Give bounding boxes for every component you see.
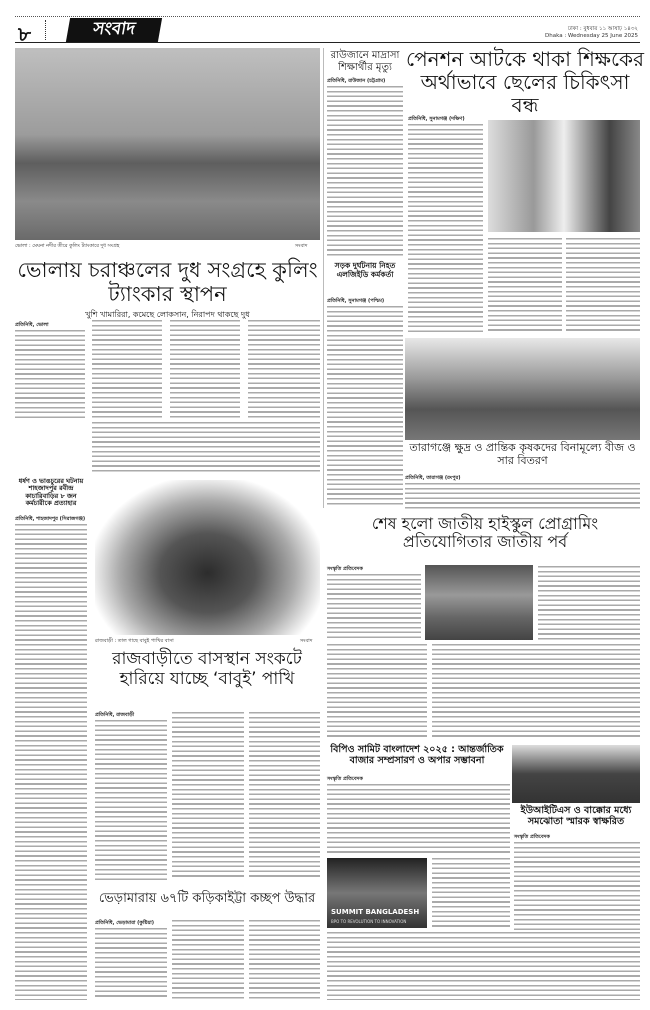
- article-text: [249, 712, 320, 880]
- byline: সংস্কৃতি প্রতিবেদক: [327, 776, 363, 782]
- article-text: [170, 320, 240, 418]
- byline: প্রতিনিধি, রাউজান (চট্টগ্রাম): [327, 78, 386, 84]
- byline: প্রতিনিধি, তারাগঞ্জ (রংপুর): [405, 475, 461, 481]
- headline-accident: সড়ক দুর্ঘটনায় নিহত এলজিইডি কর্মকর্তা: [334, 261, 396, 279]
- byline: প্রতিনিধি, ভেড়ামারা (কুষ্টিয়া): [95, 920, 155, 926]
- palm-tree-photo: [95, 480, 320, 635]
- headline-bipo: বিপিও সামিট বাংলাদেশ ২০২৫ : আন্তর্জাতিক বাজার সম্প্রসারণ ও অপার সম্ভাবনা: [330, 744, 504, 766]
- date-english: Dhaka : Wednesday 25 June 2025: [545, 33, 638, 39]
- article-text: [408, 124, 483, 334]
- photo-caption: রাজবাড়ী : তাল গাছে বাবুই পাখির বাসা: [95, 638, 174, 644]
- bpo-summit-photo: [327, 858, 427, 928]
- article-text: [514, 842, 640, 930]
- banner-subtext: BPO TO REVOLUTION TO INNOVATION: [331, 919, 407, 924]
- article-text: [432, 644, 640, 740]
- subheadline-bhola: খুশি খামারিরা, কমেছে লোকসান, নিরাপদ থাকছে দুধ: [85, 310, 250, 319]
- article-text: [95, 720, 167, 880]
- article-text: [488, 238, 562, 334]
- masthead-logo: সংবাদ: [66, 18, 162, 42]
- page-number: ৮: [18, 22, 31, 46]
- article-text: [327, 932, 640, 1000]
- article-text: [327, 574, 421, 640]
- headline-uits: ইউআইটিএস ও বাক্কোর মধ্যে সমঝোতা স্মারক স্বাক্ষরিত: [520, 805, 632, 827]
- byline: সংস্কৃতি প্রতিবেদক: [327, 566, 363, 572]
- header-rule: [15, 42, 640, 43]
- article-text: [172, 920, 244, 1000]
- article-text: [327, 784, 510, 854]
- headline-pension: পেনশন আটকে থাকা শিক্ষকের অর্থাভাবে ছেলের চিকিৎসা বন্ধ: [405, 47, 645, 117]
- bhola-photo: [15, 48, 320, 240]
- article-text: [249, 920, 320, 1000]
- headline-babui: রাজবাড়ীতে বাসস্থান সংকটে হারিয়ে যাচ্ছে ‘বাবুই’ পাখি: [112, 649, 302, 689]
- column-divider: [323, 48, 324, 508]
- article-text: [327, 644, 427, 740]
- byline: প্রতিনিধি, শাহজাদপুর (সিরাজগঞ্জ): [15, 516, 86, 522]
- uits-signing-photo: [512, 745, 640, 803]
- article-text: [172, 712, 244, 880]
- photo-caption: ভোলা : মেঘনা নদীর তীরে কুলিং ট্যাংকারে দুধ সংগ্রহ: [15, 243, 120, 249]
- article-text: [15, 524, 87, 1000]
- banner-text: SUMMIT BANGLADESH: [331, 908, 420, 916]
- headline-raozan: রাউজানে মাদ্রাসা শিক্ষার্থীর মৃত্যু: [330, 50, 400, 73]
- photo-credit: সংবাদ: [300, 638, 313, 644]
- photo-credit: সংবাদ: [295, 243, 308, 249]
- article-text: [92, 422, 320, 472]
- article-text: [566, 238, 640, 334]
- programming-event-photo: [425, 565, 533, 640]
- headline-programming: শেষ হলো জাতীয় হাইস্কুল প্রোগ্রামিং প্রতিযোগিতার জাতীয় পর্ব: [371, 514, 599, 552]
- article-text: [327, 86, 403, 258]
- article-text: [405, 483, 640, 509]
- headline-shahjadpur: ধর্ষণ ও ভাঙচুরের ঘটনায় শাহজাদপুর রবীন্দ্র কাচারিবাড়ির ৮ জন কর্মচারীকে প্রত্যাহার: [18, 477, 84, 508]
- teacher-family-photo: [488, 120, 640, 232]
- byline: প্রতিনিধি, রাজবাড়ী: [95, 712, 135, 718]
- issue-date: [545, 26, 638, 40]
- article-text: [95, 928, 167, 1000]
- article-text: [432, 858, 510, 928]
- byline: সংস্কৃতি প্রতিবেদক: [514, 834, 550, 840]
- byline: প্রতিনিধি, সুনামগঞ্জ (দক্ষিণ): [408, 116, 465, 122]
- byline: প্রতিনিধি, সুনামগঞ্জ (পশ্চিম): [327, 298, 385, 304]
- headline-bhola: ভোলায় চরাঞ্চলের দুধ সংগ্রহে কুলিং ট্যাংকার স্থাপন: [17, 258, 318, 307]
- article-text: [248, 320, 320, 418]
- article-text: [15, 330, 85, 418]
- date-bengali: ঢাকা : বুধবার ১১ আষাঢ় ১৪৩২: [567, 26, 638, 32]
- article-text: [327, 306, 403, 506]
- seed-distribution-photo: [405, 338, 640, 440]
- byline: প্রতিনিধি, ভোলা: [15, 322, 49, 328]
- divider: [45, 20, 46, 40]
- article-text: [538, 566, 640, 640]
- headline-bheramara: ভেড়ামারায় ৬৭টি কড়িকাইট্টা কচ্ছপ উদ্ধার: [98, 891, 316, 906]
- article-text: [92, 320, 162, 418]
- headline-taraganj: তারাগঞ্জে ক্ষুদ্র ও প্রান্তিক কৃষকদের বিনামূল্যে বীজ ও সার বিতরণ: [409, 441, 636, 467]
